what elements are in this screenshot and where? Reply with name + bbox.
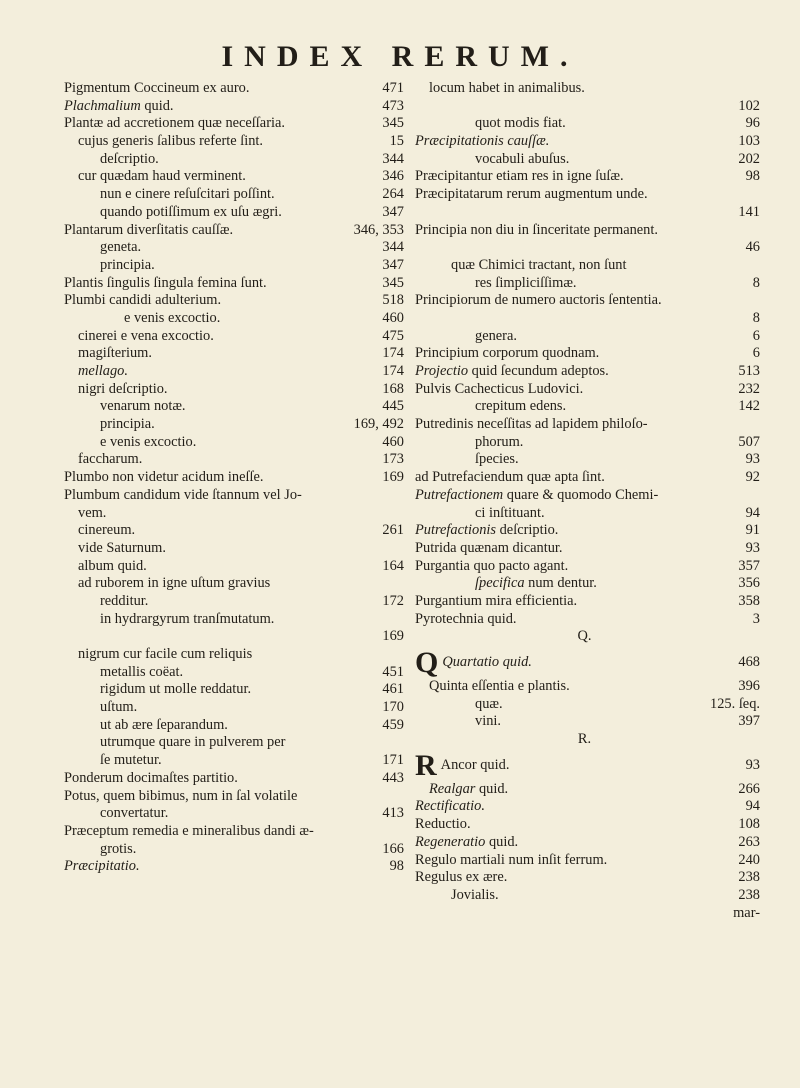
page-number: 397 (738, 713, 760, 730)
entry-text: Putrida quænam dicantur. (415, 539, 563, 556)
entry-text: metallis coëat. (100, 663, 184, 680)
page-number: 468 (738, 654, 760, 670)
entry-text (415, 781, 732, 799)
index-entry (64, 505, 404, 523)
entry-text: cinerei e vena excoctio. (78, 327, 214, 344)
entry-text: ad ruborem in igne uſtum gravius (78, 575, 271, 592)
page-number: 473 (382, 97, 404, 114)
index-entry (415, 905, 760, 923)
index-entry (415, 816, 760, 834)
index-entry (415, 487, 760, 505)
entry-text: locum habet in animalibus. (429, 80, 585, 96)
index-entry (64, 734, 404, 752)
entry-text: magiſterium. (78, 345, 152, 362)
page-number: 169 (382, 469, 404, 486)
index-entry (415, 611, 760, 629)
page-number: 518 (382, 292, 404, 309)
entry-text: Quinta eſſentia e plantis. (429, 678, 570, 694)
entry-text (64, 98, 376, 116)
entry-text (415, 749, 740, 781)
page-number: 96 (745, 115, 760, 132)
index-entry (415, 239, 760, 257)
entry-text: faccharum. (78, 451, 143, 468)
index-entry (415, 628, 760, 646)
entry-text: R. (577, 731, 592, 748)
entry-text: Præcipitationis cauſſæ. (415, 133, 550, 150)
index-entry (415, 275, 760, 293)
index-entry (415, 558, 760, 576)
index-entry (415, 540, 760, 558)
page-number: 93 (745, 451, 760, 468)
page-number: 240 (738, 851, 760, 868)
index-entry (415, 696, 760, 714)
page-number: 238 (738, 886, 760, 903)
entry-text: Plumbi candidi adulterium. (64, 292, 222, 309)
entry-text: deſcriptio. (100, 150, 159, 167)
index-entry (64, 115, 404, 133)
index-entry (64, 841, 404, 859)
page-number: 6 (752, 345, 760, 362)
entry-text: quæ Chimici tractant, non ſunt (451, 256, 627, 273)
index-entry (415, 434, 760, 452)
entry-text: cujus generis ſalibus referte ſint. (78, 133, 264, 150)
entry-text: Purgantia quo pacto agant. (415, 557, 569, 574)
page-number: 347 (382, 203, 404, 220)
entry-text: ut ab ære ſeparandum. (100, 716, 228, 733)
page-number: 345 (382, 274, 404, 291)
index-entry (415, 798, 760, 816)
index-entry (64, 823, 404, 841)
entry-text (415, 575, 732, 593)
index-entry (415, 133, 760, 151)
index-entry (64, 398, 404, 416)
entry-text: Reductio. (415, 816, 471, 833)
entry-keyword: Putrefactionis (415, 522, 497, 539)
page-number: 358 (738, 592, 760, 609)
page-number: 15 (389, 133, 404, 150)
entry-rest: quid. (485, 833, 519, 850)
index-entry (415, 522, 760, 540)
index-entry (415, 204, 760, 222)
page-number: 3 (752, 610, 760, 627)
index-entry (64, 416, 404, 434)
entry-text: vem. (78, 504, 107, 521)
entry-text: Præcipitatarum rerum augmentum unde. (415, 186, 648, 203)
index-entry (64, 611, 404, 629)
entry-text (415, 646, 732, 678)
page-number: 8 (752, 274, 760, 291)
page-number: 94 (745, 504, 760, 521)
entry-rest: num dentur. (524, 575, 597, 592)
index-entry (64, 222, 404, 240)
index-entry (64, 204, 404, 222)
index-entry (64, 310, 404, 328)
page-number: mar- (733, 904, 760, 921)
entry-text: phorum. (475, 433, 524, 450)
initial-letter: R (415, 748, 437, 781)
entry-text: Plantarum diverſitatis cauſſæ. (64, 221, 234, 238)
index-entry (415, 345, 760, 363)
index-entry (415, 469, 760, 487)
entry-text: nigri deſcriptio. (78, 380, 168, 397)
page-number: 93 (745, 756, 760, 773)
entry-text: vini. (475, 713, 501, 730)
index-entry (64, 239, 404, 257)
entry-text (415, 487, 754, 505)
index-entry (64, 345, 404, 363)
page-number: 141 (738, 203, 760, 220)
page-number: 345 (382, 115, 404, 132)
entry-text: Jovialis. (451, 886, 499, 903)
index-entry (415, 887, 760, 905)
index-entry (415, 869, 760, 887)
index-entry (64, 381, 404, 399)
page-number: 346 (382, 168, 404, 185)
entry-text: Pigmentum Coccineum ex auro. (64, 80, 250, 96)
index-entry (64, 168, 404, 186)
entry-keyword: Putrefactionem (415, 486, 504, 503)
page-number: 475 (382, 327, 404, 344)
page-title: INDEX RERUM. (221, 40, 579, 73)
page-number: 471 (382, 80, 404, 96)
page-number: 166 (382, 840, 404, 857)
page-number: 445 (382, 398, 404, 415)
page-number: 346, 353 (353, 221, 404, 238)
index-entry (64, 858, 404, 876)
entry-text: Principia non diu in ſinceritate permanent. (415, 221, 658, 238)
page-number: 170 (382, 699, 404, 716)
index-entry (64, 80, 404, 98)
index-entry (64, 292, 404, 310)
index-entry (415, 363, 760, 381)
entry-text: Regulus ex ære. (415, 869, 508, 886)
page-number: 460 (382, 433, 404, 450)
index-entry (415, 416, 760, 434)
entry-text: Principium corporum quodnam. (415, 345, 600, 362)
entry-text: Ponderum docimaſtes partitio. (64, 769, 238, 786)
entry-text: principia. (100, 256, 155, 273)
entry-text: in hydrargyrum tranſmutatum. (100, 610, 275, 627)
entry-text: cur quædam haud verminent. (78, 168, 246, 185)
index-entry (64, 681, 404, 699)
index-entry (64, 664, 404, 682)
page-number: 171 (382, 752, 404, 769)
entry-rest: Ancor quid. (440, 756, 510, 773)
entry-text: album quid. (78, 557, 147, 574)
entry-text: Pulvis Cachecticus Ludovici. (415, 380, 584, 397)
entry-text: uſtum. (100, 699, 138, 716)
entry-text: Plumbum candidum vide ſtannum vel Jo- (64, 486, 302, 503)
index-entry (415, 186, 760, 204)
page-number: 238 (738, 869, 760, 886)
index-entry (415, 505, 760, 523)
entry-text: convertatur. (100, 805, 169, 822)
page-number: 460 (382, 309, 404, 326)
page-number: 357 (738, 557, 760, 574)
index-entry (64, 257, 404, 275)
index-entry (64, 363, 404, 381)
page-number: 94 (745, 798, 760, 815)
page-number: 6 (752, 327, 760, 344)
page-number: 261 (382, 522, 404, 539)
page-number: 232 (738, 380, 760, 397)
entry-text: vide Saturnum. (78, 539, 166, 556)
page-number: 461 (382, 681, 404, 698)
index-entry (64, 788, 404, 806)
index-entry (64, 575, 404, 593)
page-number: 344 (382, 239, 404, 256)
index-entry (64, 717, 404, 735)
index-entry (415, 575, 760, 593)
entry-keyword: ſpecifica (475, 575, 525, 592)
index-entry (64, 451, 404, 469)
index-entry (64, 133, 404, 151)
entry-text: geneta. (100, 239, 142, 256)
entry-text: Q. (577, 628, 592, 645)
page-number: 125. ſeq. (710, 695, 760, 712)
entry-text: ad Putrefaciendum quæ apta ſint. (415, 469, 605, 486)
entry-rest: quare & quomodo Chemi- (503, 486, 659, 503)
page-number: 459 (382, 716, 404, 733)
page-number: 264 (382, 186, 404, 203)
entry-text: Præcipitantur etiam res in igne ſuſæ. (415, 168, 624, 185)
index-entry (415, 257, 760, 275)
index-entry (415, 834, 760, 852)
entry-text: quando potiſſimum ex uſu ægri. (100, 203, 282, 220)
entry-text: Præcipitatio. (64, 858, 140, 875)
entry-text: ſe mutetur. (100, 752, 162, 769)
page-number: 169 (382, 628, 404, 645)
page-number: 103 (738, 133, 760, 150)
index-entry (415, 310, 760, 328)
entry-text: vocabuli abuſus. (475, 150, 570, 167)
entry-text (415, 834, 732, 852)
page-number: 174 (382, 363, 404, 379)
page-number: 451 (382, 663, 404, 680)
index-entry (415, 749, 760, 781)
entry-text: res ſimpliciſſimæ. (475, 274, 577, 291)
entry-text: genera. (475, 327, 517, 344)
page-number: 202 (738, 150, 760, 167)
entry-text: mellago. (78, 363, 128, 379)
index-entry (415, 593, 760, 611)
page-number: 169, 492 (353, 416, 404, 433)
page-number: 168 (382, 380, 404, 397)
index-entry (64, 328, 404, 346)
entry-text: Plantis ſingulis ſingula femina ſunt. (64, 274, 267, 291)
entry-keyword: Regeneratio (415, 833, 486, 850)
entry-text: Regulo martiali num inſit ferrum. (415, 851, 608, 868)
index-entry (64, 752, 404, 770)
entry-text: nun e cinere reſuſcitari poſſint. (100, 186, 275, 203)
index-entry (415, 398, 760, 416)
entry-text: cinereum. (78, 522, 136, 539)
index-entry (415, 646, 760, 678)
entry-text: Præceptum remedia e mineralibus dandi æ- (64, 822, 314, 839)
entry-text: redditur. (100, 592, 149, 609)
page-number: 344 (382, 150, 404, 167)
index-entry (415, 222, 760, 240)
entry-text: principia. (100, 416, 155, 433)
entry-keyword: Realgar (429, 780, 476, 797)
entry-text: Potus, quem bibimus, num in ſal volatile (64, 787, 298, 804)
page-number: 173 (382, 451, 404, 468)
index-entry (415, 115, 760, 133)
entry-rest: quid. (140, 97, 174, 114)
index-entry (64, 275, 404, 293)
index-entry (415, 381, 760, 399)
entry-keyword: Plachmalium (64, 97, 141, 114)
entry-text (415, 522, 740, 540)
entry-text: crepitum edens. (475, 398, 567, 415)
index-entry (415, 98, 760, 116)
index-entry (415, 451, 760, 469)
page-number: 98 (389, 858, 404, 875)
index-column-left (64, 80, 404, 876)
index-entry (64, 593, 404, 611)
index-entry (415, 713, 760, 731)
index-entry (415, 168, 760, 186)
entry-text: Pyrotechnia quid. (415, 610, 517, 627)
index-entry (64, 98, 404, 116)
entry-text: quæ. (475, 695, 503, 712)
entry-text: rigidum ut molle reddatur. (100, 681, 252, 698)
page-number: 174 (382, 345, 404, 362)
page-number: 92 (745, 469, 760, 486)
entry-rest: quid ſecundum adeptos. (468, 363, 609, 379)
index-entry (415, 80, 760, 98)
page-number: 266 (738, 780, 760, 797)
index-entry (415, 151, 760, 169)
page-number: 142 (738, 398, 760, 415)
index-entry (64, 151, 404, 169)
page-number: 91 (745, 522, 760, 539)
entry-rest: Quartatio quid. (442, 654, 532, 670)
index-entry (64, 805, 404, 823)
initial-letter: Q (415, 646, 439, 678)
index-entry (415, 292, 760, 310)
index-entry (415, 781, 760, 799)
entry-text: Principiorum de numero auctoris ſententia. (415, 292, 662, 309)
index-entry (64, 628, 404, 646)
page-number: 46 (745, 239, 760, 256)
page-number: 413 (382, 805, 404, 822)
entry-text: quot modis fiat. (475, 115, 566, 132)
entry-text: grotis. (100, 840, 137, 857)
page-number: 8 (752, 309, 760, 326)
index-entry (415, 731, 760, 749)
index-entry (64, 487, 404, 505)
entry-rest: deſcriptio. (496, 522, 559, 539)
entry-text: Plantæ ad accretionem quæ neceſſaria. (64, 115, 285, 132)
entry-text: Putredinis neceſſitas ad lapidem philoſo- (415, 416, 648, 433)
index-entry (415, 678, 760, 696)
entry-text: ci inſtituant. (475, 504, 545, 521)
index-entry (64, 558, 404, 576)
index-entry (64, 522, 404, 540)
entry-text: nigrum cur facile cum reliquis (78, 646, 253, 662)
index-entry (64, 434, 404, 452)
page-number: 507 (738, 433, 760, 450)
entry-text: Purgantium mira efficientia. (415, 592, 578, 609)
page-number: 172 (382, 592, 404, 609)
entry-keyword: Projectio (415, 363, 469, 379)
page-number: 98 (745, 168, 760, 185)
index-entry (64, 469, 404, 487)
index-entry (415, 852, 760, 870)
index-entry (64, 646, 404, 664)
page-number: 396 (738, 678, 760, 694)
index-entry (64, 186, 404, 204)
entry-text: e venis excoctio. (124, 309, 221, 326)
entry-rest: quid. (475, 780, 509, 797)
page-number: 164 (382, 557, 404, 574)
index-entry (64, 699, 404, 717)
entry-text: Rectificatio. (415, 798, 485, 815)
index-entry (64, 540, 404, 558)
entry-text: utrumque quare in pulverem per (100, 734, 286, 751)
page-number: 102 (738, 97, 760, 114)
page-number: 513 (738, 363, 760, 379)
page-number: 443 (382, 769, 404, 786)
index-entry (415, 328, 760, 346)
entry-text: venarum notæ. (100, 398, 186, 415)
page-number: 356 (738, 575, 760, 592)
page-number: 93 (745, 539, 760, 556)
page-number: 108 (738, 816, 760, 833)
entry-text: Plumbo non videtur acidum ineſſe. (64, 469, 264, 486)
page-number: 263 (738, 833, 760, 850)
index-entry (64, 770, 404, 788)
entry-text (415, 363, 732, 381)
index-column-right (415, 80, 760, 922)
entry-text: e venis excoctio. (100, 433, 197, 450)
entry-text: ſpecies. (475, 451, 519, 468)
page-number: 347 (382, 256, 404, 273)
